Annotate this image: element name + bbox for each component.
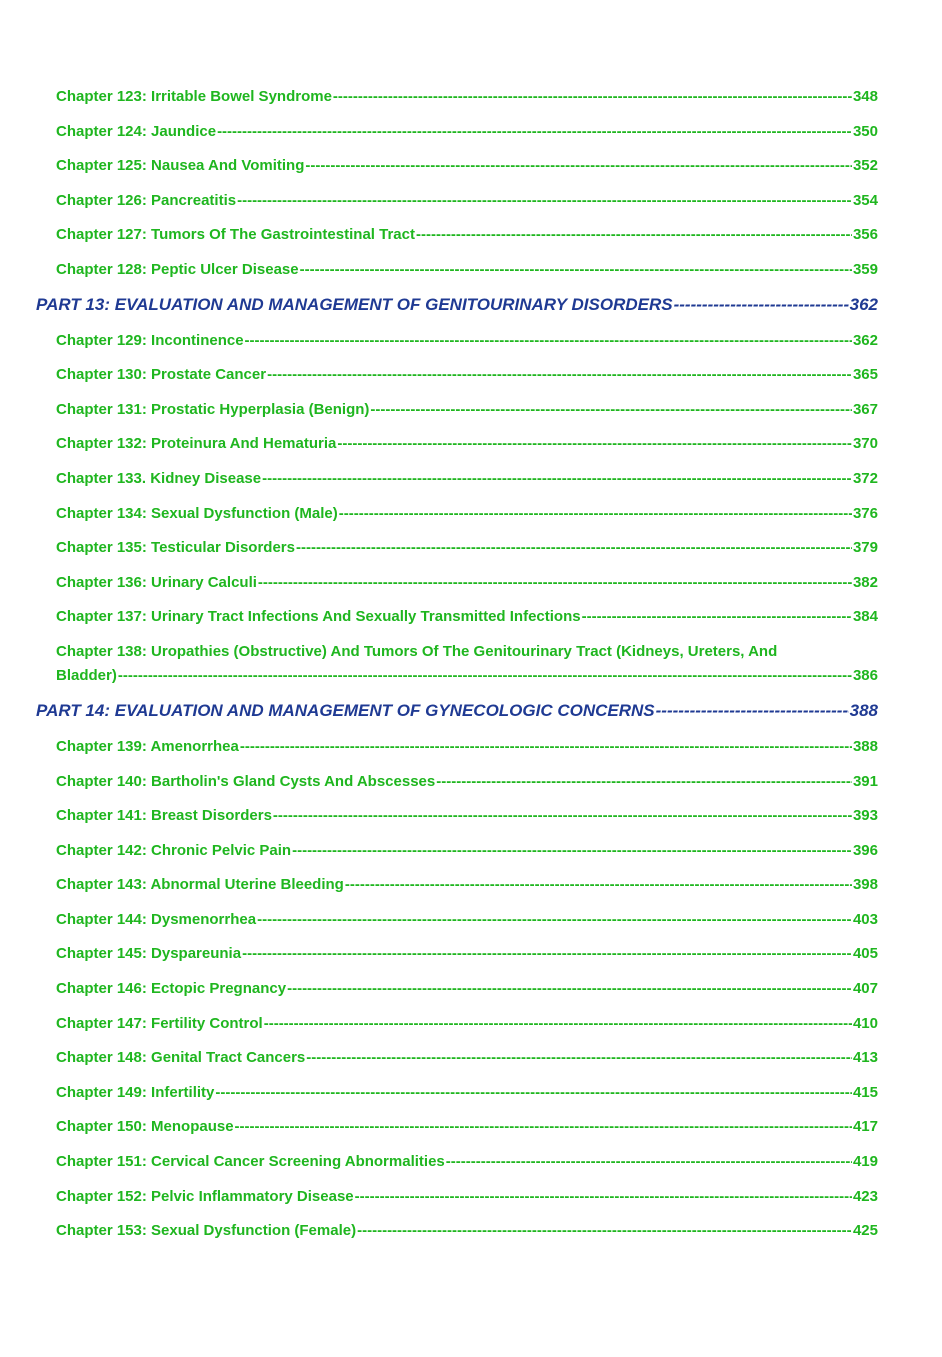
toc-chapter-entry[interactable] <box>0 155 942 190</box>
page-number: 367 <box>852 400 878 418</box>
dot-leader <box>267 365 852 385</box>
dot-leader <box>215 1083 852 1103</box>
dot-leader <box>305 156 852 176</box>
toc-chapter-entry[interactable] <box>0 736 942 771</box>
dot-leader <box>582 607 852 627</box>
chapter-title: Chapter 144: Dysmenorrhea <box>56 910 257 928</box>
page-number: 350 <box>852 122 878 140</box>
chapter-title: Chapter 143: Abnormal Uterine Bleeding <box>56 876 344 894</box>
toc-chapter-entry[interactable] <box>0 943 942 978</box>
toc-chapter-entry[interactable] <box>0 468 942 503</box>
dot-leader <box>262 469 852 489</box>
page-number: 393 <box>852 807 878 825</box>
dot-leader <box>306 1048 852 1068</box>
toc-chapter-entry[interactable] <box>0 840 942 875</box>
toc-chapter-entry[interactable] <box>0 1220 942 1255</box>
page-number: 362 <box>849 294 878 314</box>
toc-chapter-entry[interactable] <box>0 1082 942 1117</box>
toc-chapter-entry[interactable] <box>0 190 942 225</box>
page-number: 410 <box>852 1014 878 1032</box>
dot-leader <box>333 87 852 107</box>
dot-leader <box>264 1014 852 1034</box>
chapter-title: Chapter 142: Chronic Pelvic Pain <box>56 841 292 859</box>
page-number: 417 <box>852 1118 878 1136</box>
toc-chapter-entry[interactable] <box>0 606 942 641</box>
dot-leader <box>436 772 852 792</box>
toc-chapter-entry[interactable] <box>0 572 942 607</box>
dot-leader <box>292 841 852 861</box>
page-number: 388 <box>849 700 878 720</box>
chapter-title: Chapter 137: Urinary Tract Infections And Sexually Transmitted Infections <box>56 608 581 626</box>
dot-leader <box>240 737 852 757</box>
dot-leader <box>245 331 852 351</box>
page-number: 365 <box>852 366 878 384</box>
page-number: 362 <box>852 331 878 349</box>
page-number: 413 <box>852 1049 878 1067</box>
dot-leader <box>235 1117 852 1137</box>
chapter-title: Chapter 125: Nausea And Vomiting <box>56 157 305 175</box>
chapter-title: Chapter 133. Kidney Disease <box>56 469 262 487</box>
page-number: 359 <box>852 260 878 278</box>
page-number: 419 <box>852 1153 878 1171</box>
dot-leader <box>337 434 852 454</box>
toc-chapter-entry[interactable] <box>0 1116 942 1151</box>
chapter-title: Chapter 138: Uropathies (Obstructive) And Tumors Of The Genitourinary Tract (Kidneys, Ureters, And <box>56 642 778 660</box>
page-number: 370 <box>852 435 878 453</box>
toc-chapter-entry[interactable] <box>0 330 942 365</box>
page-number: 354 <box>852 191 878 209</box>
toc-chapter-entry[interactable] <box>0 503 942 538</box>
page-number: 415 <box>852 1083 878 1101</box>
toc-chapter-entry[interactable] <box>0 433 942 468</box>
part-title: PART 14: EVALUATION AND MANAGEMENT OF GYNECOLOGIC CONCERNS <box>36 700 655 720</box>
chapter-title: Chapter 139: Amenorrhea <box>56 737 239 755</box>
page-number: 384 <box>852 608 878 626</box>
chapter-title: Chapter 128: Peptic Ulcer Disease <box>56 260 299 278</box>
dot-leader <box>118 666 852 686</box>
chapter-title: Chapter 129: Incontinence <box>56 331 244 349</box>
chapter-title: Chapter 130: Prostate Cancer <box>56 366 267 384</box>
chapter-title: Chapter 148: Genital Tract Cancers <box>56 1049 306 1067</box>
chapter-title: Chapter 123: Irritable Bowel Syndrome <box>56 88 332 105</box>
page-number: 398 <box>852 876 878 894</box>
dot-leader <box>258 573 852 593</box>
page-number: 356 <box>852 226 878 244</box>
dot-leader <box>345 875 852 895</box>
chapter-title: Chapter 149: Infertility <box>56 1083 215 1101</box>
dot-leader <box>300 260 852 280</box>
toc-chapter-entry[interactable] <box>0 874 942 909</box>
page-number: 376 <box>852 504 878 522</box>
chapter-title: Chapter 147: Fertility Control <box>56 1014 263 1032</box>
dot-leader <box>217 122 852 142</box>
dot-leader <box>237 191 852 211</box>
dot-leader <box>257 910 852 930</box>
toc-chapter-entry[interactable] <box>0 978 942 1013</box>
toc-chapter-entry[interactable] <box>0 537 942 572</box>
chapter-title: Chapter 152: Pelvic Inflammatory Disease <box>56 1187 354 1205</box>
page-number: 388 <box>852 737 878 755</box>
dot-leader <box>357 1221 852 1241</box>
page-number: 396 <box>852 841 878 859</box>
table-of-contents <box>0 86 942 1255</box>
chapter-title: Chapter 141: Breast Disorders <box>56 807 272 825</box>
dot-leader <box>273 806 852 826</box>
chapter-title: Chapter 145: Dyspareunia <box>56 945 242 963</box>
toc-chapter-entry[interactable] <box>0 364 942 399</box>
dot-leader <box>242 944 852 964</box>
dot-leader <box>656 700 849 722</box>
chapter-title: Chapter 131: Prostatic Hyperplasia (Benign) <box>56 400 370 418</box>
page-number: 372 <box>852 469 878 487</box>
dot-leader <box>416 225 852 245</box>
toc-part-entry[interactable] <box>0 700 942 736</box>
page-number: 386 <box>852 666 878 684</box>
chapter-title: Chapter 153: Sexual Dysfunction (Female) <box>56 1222 357 1240</box>
chapter-title: Chapter 140: Bartholin's Gland Cysts And Abscesses <box>56 772 436 790</box>
chapter-title: Chapter 127: Tumors Of The Gastrointestinal Tract <box>56 226 415 244</box>
toc-part-entry[interactable] <box>0 294 942 330</box>
part-title: PART 13: EVALUATION AND MANAGEMENT OF GENITOURINARY DISORDERS <box>36 294 673 314</box>
toc-chapter-entry[interactable] <box>0 1013 942 1048</box>
toc-chapter-entry[interactable] <box>0 771 942 806</box>
page-number: 423 <box>852 1187 878 1205</box>
page-number: 382 <box>852 573 878 591</box>
toc-chapter-entry[interactable] <box>0 805 942 840</box>
chapter-title: Chapter 126: Pancreatitis <box>56 191 237 209</box>
chapter-title: Chapter 124: Jaundice <box>56 122 217 140</box>
page-number: 352 <box>852 157 878 175</box>
dot-leader <box>287 979 852 999</box>
toc-chapter-entry[interactable] <box>0 1047 942 1082</box>
page-number: 425 <box>852 1222 878 1240</box>
toc-chapter-entry[interactable] <box>0 1186 942 1221</box>
toc-chapter-entry[interactable] <box>0 121 942 156</box>
chapter-title: Chapter 150: Menopause <box>56 1118 234 1136</box>
dot-leader <box>674 294 849 316</box>
toc-chapter-entry[interactable] <box>0 259 942 294</box>
chapter-title: Chapter 151: Cervical Cancer Screening Abnormalities <box>56 1153 445 1171</box>
page-number: 348 <box>852 88 878 105</box>
chapter-title: Chapter 146: Ectopic Pregnancy <box>56 980 287 998</box>
dot-leader <box>339 504 852 524</box>
toc-chapter-entry[interactable] <box>0 86 942 121</box>
page-number: 391 <box>852 772 878 790</box>
dot-leader <box>296 538 852 558</box>
toc-chapter-entry[interactable] <box>0 399 942 434</box>
dot-leader <box>370 400 852 420</box>
page-number: 379 <box>852 539 878 557</box>
page-number: 407 <box>852 980 878 998</box>
toc-chapter-entry[interactable] <box>0 909 942 944</box>
toc-chapter-entry[interactable] <box>0 1151 942 1186</box>
chapter-title-continued: Bladder) <box>56 666 117 684</box>
chapter-title: Chapter 135: Testicular Disorders <box>56 539 295 557</box>
toc-chapter-entry[interactable] <box>0 641 942 700</box>
toc-chapter-entry[interactable] <box>0 224 942 259</box>
chapter-title: Chapter 132: Proteinura And Hematuria <box>56 435 337 453</box>
chapter-title: Chapter 134: Sexual Dysfunction (Male) <box>56 504 338 522</box>
dot-leader <box>446 1152 852 1172</box>
dot-leader <box>355 1187 852 1207</box>
page-number: 403 <box>852 910 878 928</box>
chapter-title: Chapter 136: Urinary Calculi <box>56 573 257 591</box>
page-number: 405 <box>852 945 878 963</box>
